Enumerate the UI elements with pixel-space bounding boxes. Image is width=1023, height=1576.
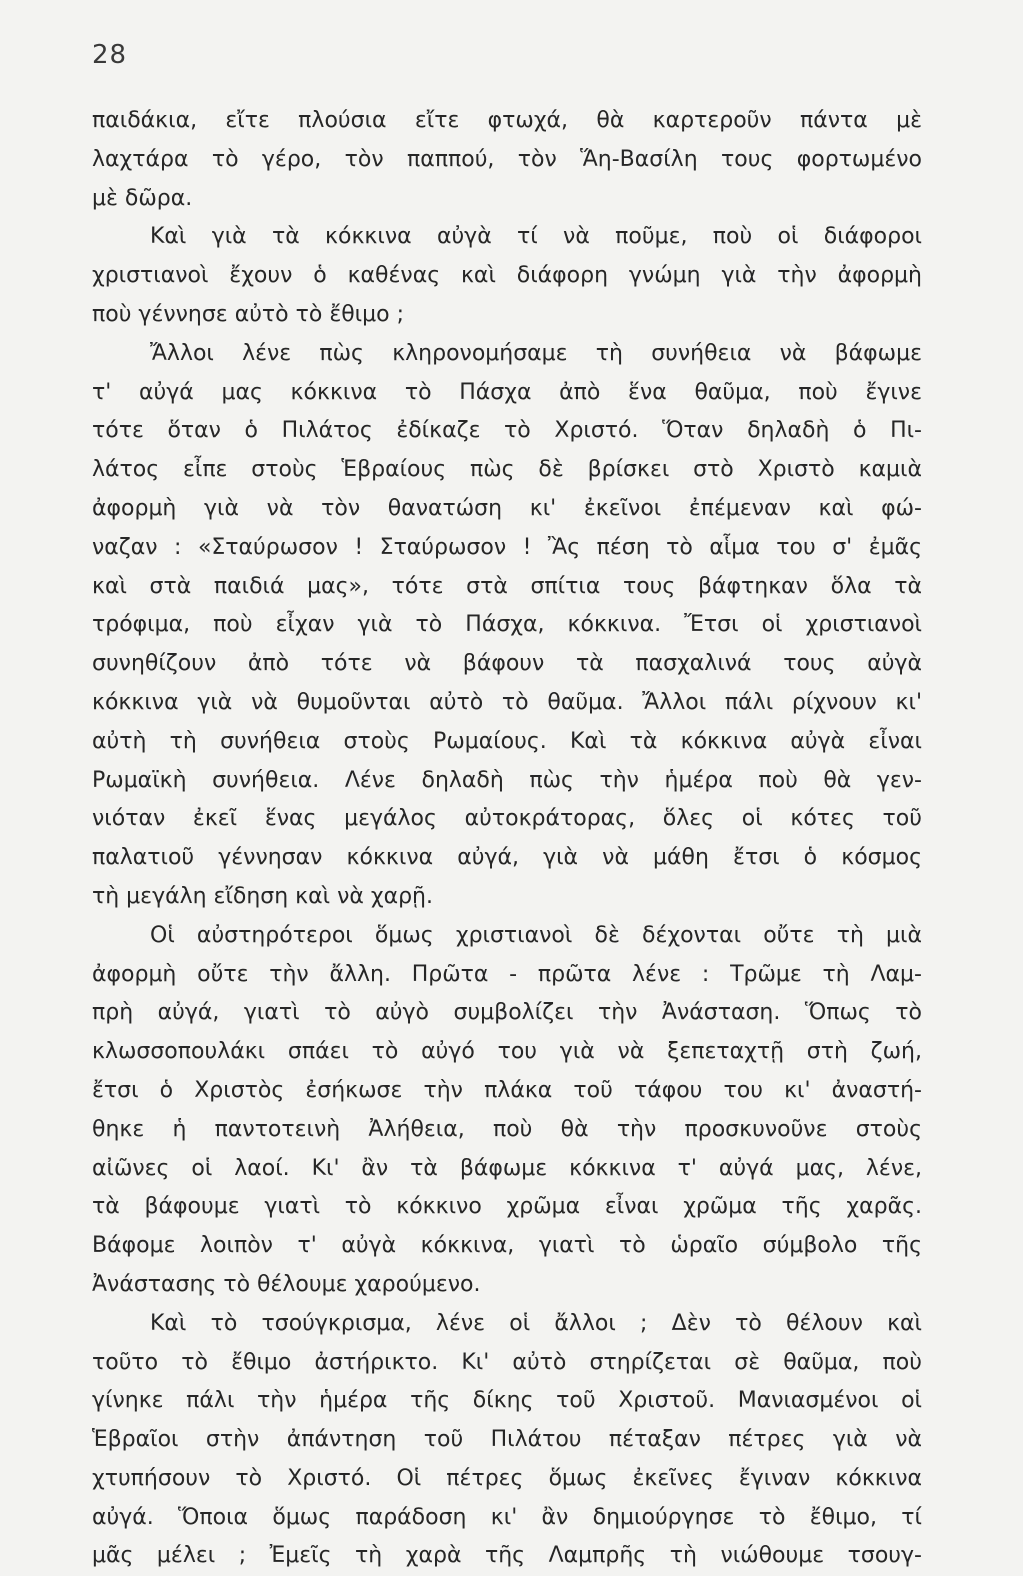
text-line: Βάφομε λοιπὸν τ' αὐγὰ κόκκινα, γιατὶ τὸ ὡραῖο σύμβολο τῆς: [92, 1233, 922, 1259]
text-line: μὲ δῶρα.: [92, 185, 193, 211]
text-line: θηκε ἡ παντοτεινὴ Ἀλήθεια, ποὺ θὰ τὴν προσκυνοῦνε στοὺς: [92, 1116, 922, 1142]
text-line: τοῦτο τὸ ἔθιμο ἀστήρικτο. Κι' αὐτὸ στηρίζεται σὲ θαῦμα, ποὺ: [92, 1349, 922, 1375]
text-line: τότε ὅταν ὁ Πιλάτος ἐδίκαζε τὸ Χριστό. Ὅταν δηλαδὴ ὁ Πι-: [92, 418, 922, 444]
text-line: τὴ μεγάλη εἴδηση καὶ νὰ χαρῇ.: [92, 883, 433, 909]
text-line: αἰῶνες οἱ λαοί. Κι' ἂν τὰ βάφωμε κόκκινα τ' αὐγά μας, λένε,: [92, 1155, 922, 1181]
text-line: Καὶ γιὰ τὰ κόκκινα αὐγὰ τί νὰ ποῦμε, ποὺ οἱ διάφοροι: [150, 224, 922, 250]
text-line: γίνηκε πάλι τὴν ἡμέρα τῆς δίκης τοῦ Χριστοῦ. Μανιασμένοι οἱ: [92, 1388, 922, 1414]
text-line: ποὺ γέννησε αὐτὸ τὸ ἔθιμο ;: [92, 301, 404, 327]
text-line: τ' αὐγά μας κόκκινα τὸ Πάσχα ἀπὸ ἕνα θαῦμα, ποὺ ἔγινε: [92, 379, 922, 405]
text-line: ἀφορμὴ γιὰ νὰ τὸν θανατώση κι' ἐκεῖνοι ἐπέμεναν καὶ φώ-: [92, 495, 922, 521]
text-line: τὰ βάφουμε γιατὶ τὸ κόκκινο χρῶμα εἶναι χρῶμα τῆς χαρᾶς.: [92, 1194, 922, 1220]
text-line: συνηθίζουν ἀπὸ τότε νὰ βάφουν τὰ πασχαλινά τους αὐγὰ: [92, 651, 922, 677]
text-line: χτυπήσουν τὸ Χριστό. Οἱ πέτρες ὅμως ἐκεῖνες ἔγιναν κόκκινα: [92, 1465, 922, 1491]
text-line: ναζαν : «Σταύρωσον ! Σταύρωσον ! Ἂς πέση τὸ αἷμα του σ' ἐμᾶς: [92, 534, 922, 560]
text-line: ἀφορμὴ οὔτε τὴν ἄλλη. Πρῶτα - πρῶτα λένε : Τρῶμε τὴ Λαμ-: [92, 961, 922, 987]
text-line: λαχτάρα τὸ γέρο, τὸν παππού, τὸν Ἅη-Βασίλη τους φορτωμένο: [92, 146, 922, 172]
text-line: παιδάκια, εἴτε πλούσια εἴτε φτωχά, θὰ καρτεροῦν πάντα μὲ: [92, 108, 922, 133]
text-line: αὐγά. Ὅποια ὅμως παράδοση κι' ἂν δημιούργησε τὸ ἔθιμο, τί: [92, 1504, 922, 1530]
text-line: Ρωμαϊκὴ συνήθεια. Λένε δηλαδὴ πὼς τὴν ἡμέρα ποὺ θὰ γεν-: [92, 767, 922, 793]
text-line: νιόταν ἐκεῖ ἕνας μεγάλος αὐτοκράτορας, ὅλες οἱ κότες τοῦ: [92, 806, 922, 832]
text-line: Ἑβραῖοι στὴν ἀπάντηση τοῦ Πιλάτου πέταξαν πέτρες γιὰ νὰ: [92, 1427, 922, 1453]
text-line: πρὴ αὐγά, γιατὶ τὸ αὐγὸ συμβολίζει τὴν Ἀνάσταση. Ὅπως τὸ: [92, 1000, 922, 1026]
text-line: κόκκινα γιὰ νὰ θυμοῦνται αὐτὸ τὸ θαῦμα. Ἄλλοι πάλι ρίχνουν κι': [92, 689, 922, 715]
text-line: λάτος εἶπε στοὺς Ἑβραίους πὼς δὲ βρίσκει στὸ Χριστὸ καμιὰ: [92, 457, 922, 483]
text-line: Καὶ τὸ τσούγκρισμα, λένε οἱ ἄλλοι ; Δὲν τὸ θέλουν καὶ: [150, 1310, 922, 1336]
page-number: 28: [92, 40, 128, 70]
text-line: Ἀνάστασης τὸ θέλουμε χαρούμενο.: [92, 1271, 481, 1297]
body-text: [92, 102, 922, 1576]
text-line: ἔτσι ὁ Χριστὸς ἐσήκωσε τὴν πλάκα τοῦ τάφου του κι' ἀναστή-: [92, 1077, 922, 1103]
text-line: αὐτὴ τὴ συνήθεια στοὺς Ρωμαίους. Καὶ τὰ κόκκινα αὐγὰ εἶναι: [92, 728, 922, 754]
text-line: Ἄλλοι λένε πὼς κληρονομήσαμε τὴ συνήθεια νὰ βάφωμε: [150, 340, 922, 366]
text-line: καὶ στὰ παιδιά μας», τότε στὰ σπίτια τους βάφτηκαν ὅλα τὰ: [92, 573, 922, 599]
text-line: χριστιανοὶ ἔχουν ὁ καθένας καὶ διάφορη γνώμη γιὰ τὴν ἀφορμὴ: [92, 263, 922, 289]
text-line: κλωσσοπουλάκι σπάει τὸ αὐγό του γιὰ νὰ ξεπεταχτῇ στὴ ζωή,: [92, 1039, 922, 1065]
text-line: Οἱ αὐστηρότεροι ὅμως χριστιανοὶ δὲ δέχονται οὔτε τὴ μιὰ: [150, 922, 922, 948]
text-line: παλατιοῦ γέννησαν κόκκινα αὐγά, γιὰ νὰ μάθη ἔτσι ὁ κόσμος: [92, 845, 922, 871]
text-line: τρόφιμα, ποὺ εἶχαν γιὰ τὸ Πάσχα, κόκκινα. Ἔτσι οἱ χριστιανοὶ: [92, 612, 922, 638]
text-line: μᾶς μέλει ; Ἐμεῖς τὴ χαρὰ τῆς Λαμπρῆς τὴ νιώθουμε τσουγ-: [92, 1543, 922, 1569]
